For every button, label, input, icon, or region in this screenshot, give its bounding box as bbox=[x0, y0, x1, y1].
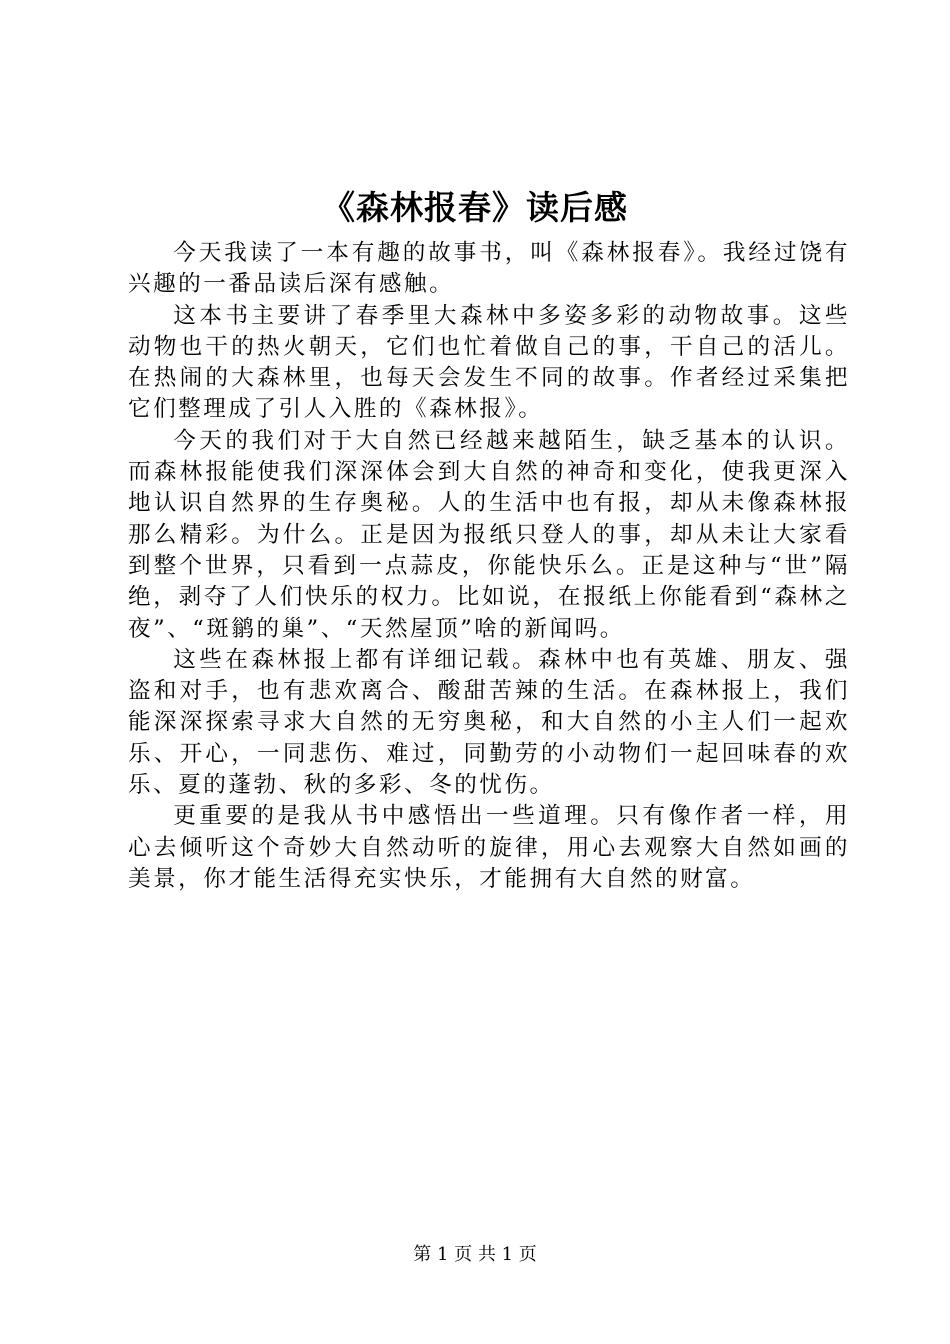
document-title: 《森林报春》读后感 bbox=[322, 188, 628, 227]
paragraph-2: 这本书主要讲了春季里大森林中多姿多彩的动物故事。这些动物也干的热火朝天，它们也忙着做自己的事，干自己的活儿。在热闹的大森林里，也每天会发生不同的故事。作者经过采集把它们整理成了引人入胜的《森林报》。 bbox=[128, 302, 850, 423]
paragraph-4: 这些在森林报上都有详细记载。森林中也有英雄、朋友、强盗和对手，也有悲欢离合、酸甜苦辣的生活。在森林报上，我们能深深探索寻求大自然的无穷奥秘，和大自然的小主人们一起欢乐、开心，一同悲伤、难过，同勤劳的小动物们一起回味春的欢乐、夏的蓬勃、秋的多彩、冬的忧伤。 bbox=[128, 646, 850, 799]
paragraph-5: 更重要的是我从书中感悟出一些道理。只有像作者一样，用心去倾听这个奇妙大自然动听的旋律，用心去观察大自然如画的美景，你才能生活得充实快乐，才能拥有大自然的财富。 bbox=[128, 803, 850, 892]
paragraph-1: 今天我读了一本有趣的故事书，叫《森林报春》。我经过饶有兴趣的一番品读后深有感触。 bbox=[128, 240, 850, 298]
document-body bbox=[128, 238, 850, 895]
page-footer: 第 1 页 共 1 页 bbox=[413, 1244, 537, 1265]
paragraph-3: 今天的我们对于大自然已经越来越陌生，缺乏基本的认识。而森林报能使我们深深体会到大自然的神奇和变化，使我更深入地认识自然界的生存奥秘。人的生活中也有报，却从未像森林报那么精彩。为什么。正是因为报纸只登人的事，却从未让大家看到整个世界，只看到一点蒜皮，你能快乐么。正是这种与“世”隔绝，剥夺了人们快乐的权力。比如说，在报纸上你能看到“森林之夜”、“斑鹟的巢”、“天然屋顶”啥的新闻吗。 bbox=[128, 427, 850, 642]
